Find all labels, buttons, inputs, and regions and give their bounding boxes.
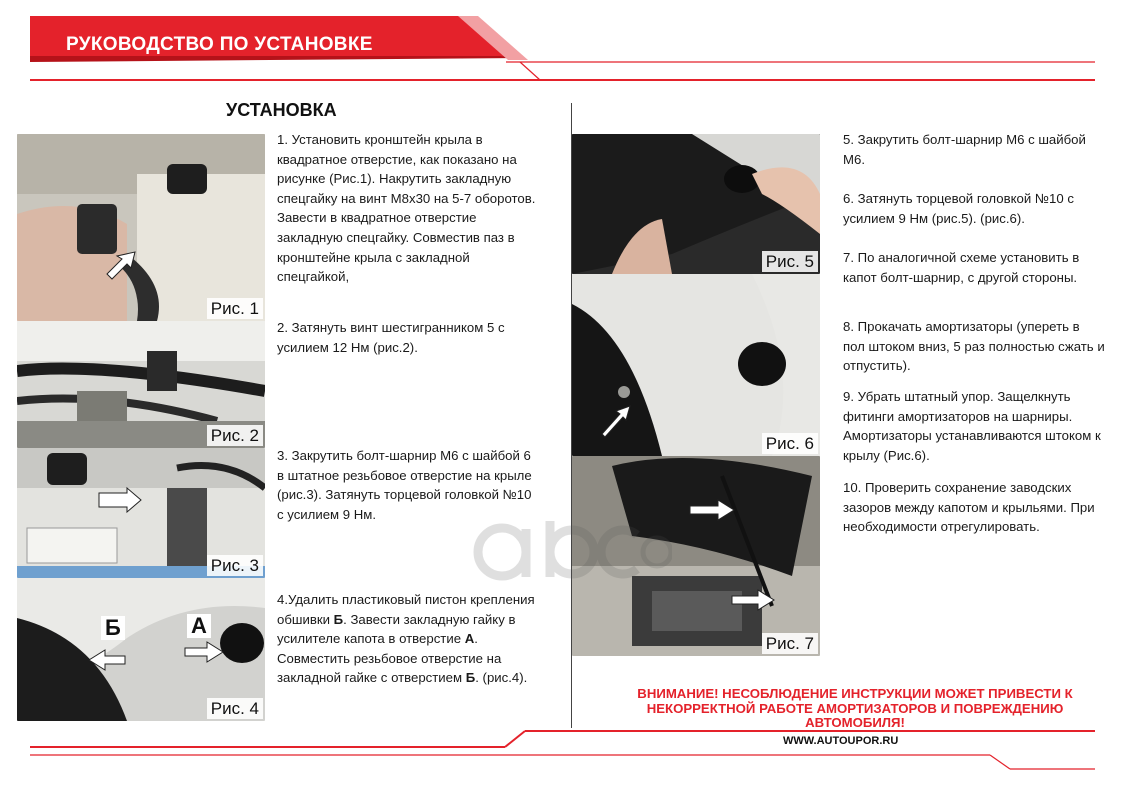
step-4-marker-b: Б [333, 611, 344, 627]
step-4 [277, 590, 539, 688]
step-9: 9. Убрать штатный упор. Защелкнуть фитинги амортизаторов на шарниры. Амортизаторы устанавливаются штоком к крылу (Рис.6). [843, 389, 1101, 463]
footer-lines [0, 725, 1132, 785]
website-link[interactable]: WWW.AUTOUPOR.RU [783, 735, 899, 747]
step-4-marker-b2: Б [465, 670, 476, 686]
photo-fig1 [17, 134, 265, 321]
fig7-label: Рис. 7 [762, 633, 818, 654]
fig4-label: Рис. 4 [207, 698, 263, 719]
warning-text: ВНИМАНИЕ! НЕСОБЛЮДЕНИЕ ИНСТРУКЦИИ МОЖЕТ ПРИВЕСТИ К НЕКОРРЕКТНОЙ РАБОТЕ АМОРТИЗАТОРОВ И ПОВРЕЖДЕНИЮ АВТОМОБИЛЯ! [637, 686, 1073, 730]
photo-fig2 [17, 321, 265, 448]
fig6-label: Рис. 6 [762, 433, 818, 454]
photo-fig6 [572, 274, 820, 456]
step-4-text-e: . Совместить резьбовое отверстие на закладной гайке с отверстием [277, 631, 502, 686]
step-5: 5. Закрутить болт-шарнир М6 с шайбой М6. [843, 132, 1086, 167]
step-4-text-g: . (рис.4). [475, 670, 528, 686]
step-3: 3. Закрутить болт-шарнир М6 с шайбой 6 в штатное резьбовое отверстие на крыле (рис.3). Затянуть торцевой головкой №10 с усилием 9 Нм. [277, 448, 532, 522]
step-4-text-c: . Завести закладную гайку в усилителе капота в отверстие [277, 611, 516, 647]
section-title: УСТАНОВКА [226, 100, 337, 120]
photo-fig4 [17, 578, 265, 721]
step-7: 7. По аналогичной схеме установить в капот болт-шарнир, с другой стороны. [843, 250, 1080, 285]
fig2-label: Рис. 2 [207, 425, 263, 446]
photo-fig3 [17, 448, 265, 578]
step-10: 10. Проверить сохранение заводских зазоров между капотом и крыльями. При необходимости отрегулировать. [843, 480, 1095, 535]
marker-b: Б [101, 616, 125, 640]
step-8: 8. Прокачать амортизаторы (упереть в пол штоком вниз, 5 раз полностью сжать и отпустить). [843, 319, 1105, 374]
step-4-text-a: 4.Удалить пластиковый пистон крепления обшивки [277, 592, 535, 627]
marker-a: А [187, 614, 211, 638]
abcp-watermark-icon [472, 517, 672, 587]
header-title: РУКОВОДСТВО ПО УСТАНОВКЕ [66, 34, 373, 55]
fig5-label: Рис. 5 [762, 251, 818, 272]
fig1-label: Рис. 1 [207, 298, 263, 319]
step-6: 6. Затянуть торцевой головкой №10 с усилием 9 Нм (рис.5). (рис.6). [843, 191, 1074, 226]
fig3-label: Рис. 3 [207, 555, 263, 576]
photo-fig5 [572, 134, 820, 274]
step-2: 2. Затянуть винт шестигранником 5 с усилием 12 Нм (рис.2). [277, 320, 505, 355]
step-4-marker-a: А [464, 631, 475, 647]
step-1: 1. Установить кронштейн крыла в квадратное отверстие, как показано на рисунке (Рис.1). Накрутить закладную спецгайку на винт М8х30 на 5-7 оборотов. Завести в квадратное отверстие закладную спецгайку. Совместив паз в кронштейне крыла с закладной спецгайкой, [277, 132, 536, 285]
